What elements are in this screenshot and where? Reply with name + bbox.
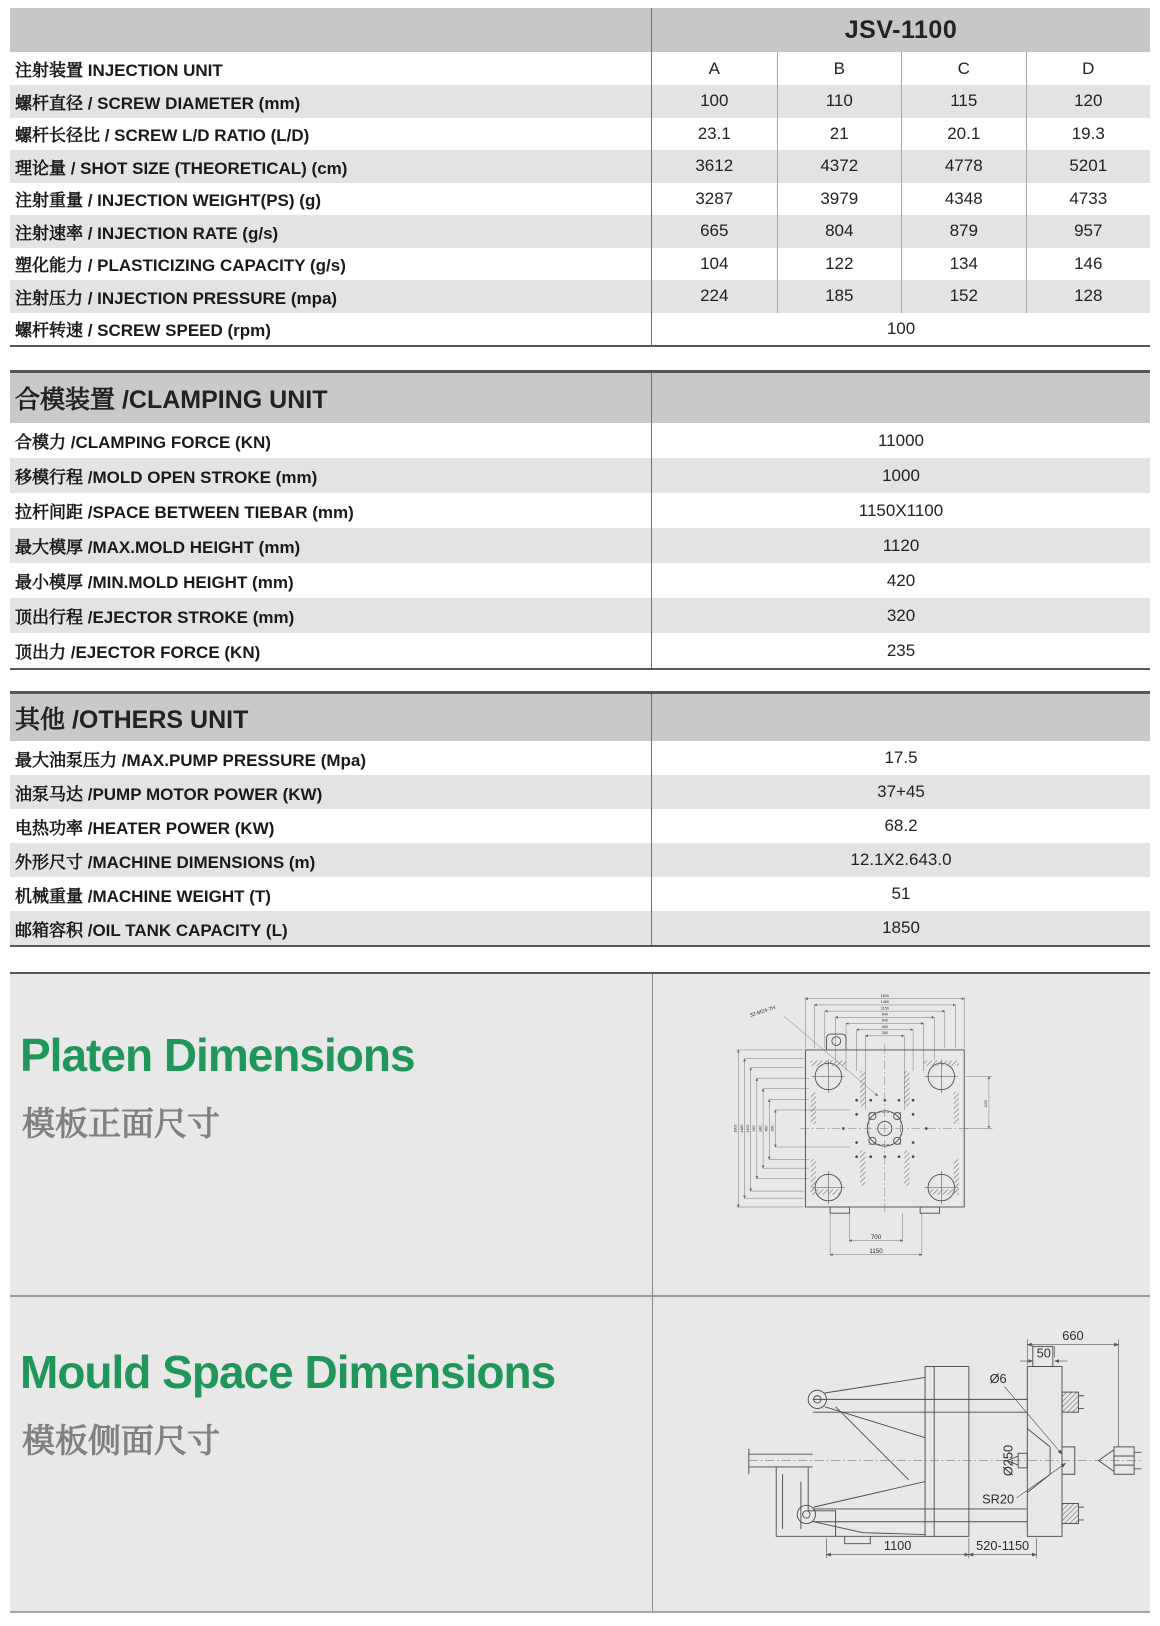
table-row [10,741,1150,775]
spec-label: 注射速率 / INJECTION RATE (g/s) [10,215,652,248]
spec-value: 100 [700,91,729,111]
spec-value: 804 [777,215,902,248]
platen-dimensions-subtitle: 模板正面尺寸 [22,1105,220,1142]
table-row [10,563,1150,598]
spec-value: 5201 [1026,150,1151,183]
spec-label: 油泵马达 /PUMP MOTOR POWER (KW) [10,775,652,809]
table-row [10,775,1150,809]
platen-dim-label: 840 [881,1018,888,1023]
table-row [10,248,1150,281]
platen-dim-label: 460 [881,1024,888,1029]
injection-unit-table [10,8,1150,347]
spec-label: 最小模厚 /MIN.MOLD HEIGHT (mm) [10,563,652,598]
spec-value: 320 [886,605,916,625]
spec-value: 120 [1026,85,1151,118]
spec-value: 665 [700,221,729,241]
others-rows [10,741,1150,945]
table-row [10,313,1150,346]
spec-value: 134 [901,248,1026,281]
spec-label: 塑化能力 / PLASTICIZING CAPACITY (g/s) [10,248,652,281]
model-header-row [10,8,1150,52]
platen-bolt-annotation: 32-M24-7H [749,1004,777,1019]
spec-label: 拉杆间距 /SPACE BETWEEN TIEBAR (mm) [10,493,652,528]
spec-label: 顶出力 /EJECTOR FORCE (KN) [10,633,652,668]
spec-value: 1150X1100 [858,500,944,520]
spec-value: 37+45 [877,782,925,801]
table-row [10,280,1150,313]
table-row [10,85,1150,118]
mould-dim-nozzle-orifice: Ø6 [989,1370,1007,1386]
table-row [10,215,1150,248]
injection-rows [10,85,1150,345]
mould-space-drawing [726,1319,1146,1598]
spec-value: 11000 [877,430,924,450]
table-row [10,528,1150,563]
spec-value: 146 [1026,248,1151,281]
spec-label: 外形尺寸 /MACHINE DIMENSIONS (m) [10,843,652,877]
spec-value: 957 [1026,215,1151,248]
platen-dim-label: 1600 [733,1124,738,1133]
spec-value: 4733 [1026,183,1151,216]
spec-value: 4348 [901,183,1026,216]
injection-subheader-row [10,52,1150,85]
platen-dim-label: 1100 [745,1124,750,1133]
platen-bottom-dim-outer: 1150 [869,1247,883,1255]
spec-value: 23.1 [697,123,731,143]
clamping-section-label: 合模装置 /CLAMPING UNIT [10,373,652,423]
spec-value: 4778 [901,150,1026,183]
table-row [10,118,1150,151]
table-row [10,877,1150,911]
platen-dim-label: 1100 [984,1099,989,1108]
platen-dim-label: 280 [770,1125,775,1132]
spec-value: 185 [777,280,902,313]
spec-value: 19.3 [1026,118,1151,151]
mould-space-dimensions-title: Mould Space Dimensions [20,1346,556,1398]
section-vertical-divider [652,974,653,1295]
spec-value: 100 [886,318,916,338]
spec-value: 1000 [882,465,920,485]
spec-label: 顶出行程 /EJECTOR STROKE (mm) [10,598,652,633]
spec-value: 3287 [695,188,734,208]
spec-label: 螺杆长径比 / SCREW L/D RATIO (L/D) [10,118,652,151]
model-header-left-cell [10,8,652,52]
mould-space-dimensions-subtitle: 模板侧面尺寸 [22,1422,220,1459]
spec-value: 3979 [777,183,902,216]
spec-label: 螺杆直径 / SCREW DIAMETER (mm) [10,85,652,118]
spec-value: 420 [886,570,916,590]
spec-value: 21 [777,118,902,151]
platen-dim-label: 1600 [880,994,889,998]
platen-dim-label: 280 [881,1031,888,1036]
injection-section-label: 注射装置 INJECTION UNIT [10,52,652,85]
spec-value: 152 [901,280,1026,313]
spec-label: 注射压力 / INJECTION PRESSURE (mpa) [10,280,652,313]
platen-dimensions-title: Platen Dimensions [20,1029,415,1081]
spec-value: 20.1 [901,118,1026,151]
mould-dim-locating-ring: Ø250 [1000,1444,1016,1477]
table-row [10,911,1150,945]
platen-bottom-dim-inner: 700 [870,1233,882,1241]
spec-value: 122 [777,248,902,281]
spec-value: 3612 [695,156,734,176]
spec-value: 104 [700,253,729,273]
spec-label: 最大油泵压力 /MAX.PUMP PRESSURE (Mpa) [10,741,652,775]
spec-value: 68.2 [884,816,918,835]
platen-dim-label: 940 [752,1125,757,1132]
table-row [10,183,1150,216]
spec-value: 51 [891,884,911,903]
table-row [10,809,1150,843]
clamping-unit-table [10,370,1150,670]
spec-value: 1120 [882,535,920,555]
spec-value: 224 [700,286,729,306]
model-title: JSV-1100 [844,15,958,44]
spec-value: 879 [901,215,1026,248]
spec-value: 110 [777,85,902,118]
spec-label: 邮箱容积 /OIL TANK CAPACITY (L) [10,911,652,945]
column-header-b: B [777,52,902,85]
platen-dimensions-section [10,972,1150,1295]
spec-value: 1850 [882,918,920,937]
mould-space-drawing-svg [726,1319,1146,1593]
others-header-right-cell [652,694,1150,741]
spec-label: 合模力 /CLAMPING FORCE (KN) [10,423,652,458]
spec-value: 128 [1026,280,1151,313]
table-row [10,150,1150,183]
column-header-d: D [1026,52,1151,85]
table-row [10,493,1150,528]
platen-dim-label: 1480 [739,1124,744,1133]
mould-dim-nozzle-sphere: SR20 [982,1491,1015,1507]
spec-label: 最大模厚 /MAX.MOLD HEIGHT (mm) [10,528,652,563]
spec-label: 理论量 / SHOT SIZE (THEORETICAL) (cm) [10,150,652,183]
spec-value: 235 [886,640,916,660]
spec-label: 机械重量 /MACHINE WEIGHT (T) [10,877,652,911]
spec-label: 移模行程 /MOLD OPEN STROKE (mm) [10,458,652,493]
clamping-header-right-cell [652,373,1150,423]
platen-dim-label: 1150 [880,1006,889,1011]
mould-dim-mould-space: 520-1150 [976,1538,1030,1554]
mould-dim-50: 50 [1036,1345,1051,1361]
platen-drawing-svg [726,976,1026,1288]
clamping-header-row [10,373,1150,423]
others-header-row [10,694,1150,741]
spec-label: 螺杆转速 / SCREW SPEED (rpm) [10,313,652,346]
mould-dim-660: 660 [1062,1328,1084,1344]
platen-dim-label: 1480 [880,1000,889,1005]
others-unit-table [10,691,1150,947]
spec-value: 115 [901,85,1026,118]
others-section-label: 其他 /OTHERS UNIT [10,694,652,741]
platen-drawing [726,976,1026,1293]
spec-value: 12.1X2.643.0 [850,850,952,869]
spec-value: 4372 [777,150,902,183]
spec-label: 注射重量 / INJECTION WEIGHT(PS) (g) [10,183,652,216]
platen-dim-label: 940 [881,1012,888,1017]
table-row [10,598,1150,633]
platen-dim-label: 460 [764,1125,769,1132]
column-header-c: C [901,52,1026,85]
clamping-rows [10,423,1150,668]
mould-dim-1100: 1100 [883,1538,912,1554]
column-header-a: A [708,58,720,78]
spec-label: 电热功率 /HEATER POWER (KW) [10,809,652,843]
platen-dim-label: 840 [758,1125,763,1132]
table-row [10,843,1150,877]
table-row [10,423,1150,458]
table-row [10,458,1150,493]
section-vertical-divider [652,1297,653,1611]
spec-value: 17.5 [884,748,918,767]
mould-space-dimensions-section [10,1295,1150,1613]
table-row [10,633,1150,668]
